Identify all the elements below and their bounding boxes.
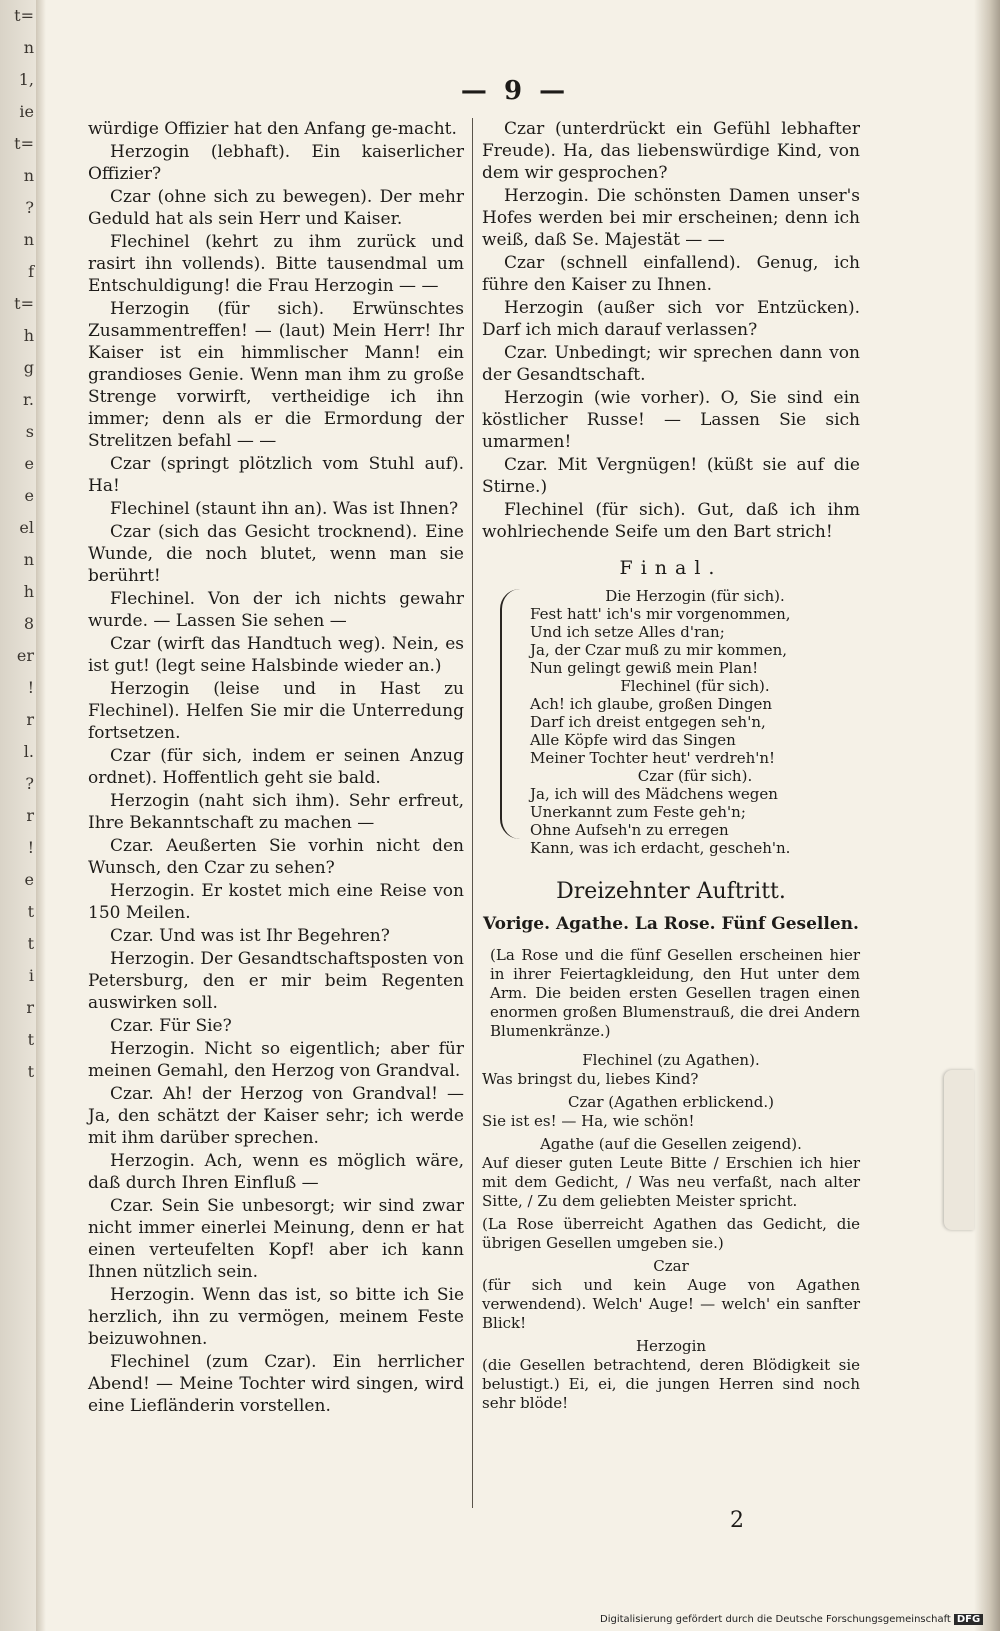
dialogue-paragraph: würdige Offizier hat den Anfang ge-macht. [88,119,457,139]
dfg-logo: DFG [954,1614,983,1625]
margin-fragment: t [27,1030,34,1049]
margin-fragment: r [26,710,34,729]
margin-fragment: r [26,806,34,825]
margin-fragment: s [25,422,34,441]
margin-fragment: e [24,486,34,505]
verse-speaker: Flechinel (für sich). [620,677,770,695]
margin-fragment: e [24,870,34,889]
column-divider [472,118,473,1508]
dialogue-paragraph: Flechinel (staunt ihn an). Was ist Ihnen? [110,499,459,519]
final-verses [482,587,860,857]
page-edge [974,0,1000,1631]
margin-fragment: n [23,230,34,249]
brace [500,589,522,839]
margin-fragment: ie [19,102,34,121]
margin-fragment: e [24,454,34,473]
book-spine [36,0,46,1631]
margin-fragment: 1, [18,70,34,89]
dialogue-paragraph: Flechinel (für sich). Gut, daß ich ihm wohlriechende Seife um den Bart strich! [482,500,860,542]
margin-fragment: n [23,166,34,185]
margin-fragment: t [27,902,34,921]
dialogue-paragraph: Czar. Unbedingt; wir sprechen dann von der Gesandtschaft. [482,343,860,385]
verse-speaker: Die Herzogin (für sich). [605,587,785,605]
page-number: — 9 — [460,76,570,106]
verse-speaker: Czar (für sich). [637,767,753,785]
dialogue-paragraph: Herzogin (lebhaft). Ein kaiserlicher Offizier? [88,142,464,184]
verse-line: Meiner Tochter heut' verdreh'n! [530,749,776,767]
dialogue-paragraph: Czar (wirft das Handtuch weg). Nein, es ist gut! (legt seine Halsbinde wieder an.) [88,634,464,676]
dialogue-paragraph: Herzogin. Wenn das ist, so bitte ich Sie herzlich, ihn zu vermögen, meinem Feste beizuwohnen. [88,1285,464,1349]
dialogue-paragraph: Czar. Sein Sie unbesorgt; wir sind zwar nicht immer einerlei Meinung, denn er hat einen verteufelten Kopf! aber ich kann Ihnen nützlich sein. [88,1196,464,1282]
dialogue-paragraph: Herzogin (für sich). Erwünschtes Zusammentreffen! — (laut) Mein Herr! Ihr Kaiser ist ein himmlischer Mann! ein grandioses Genie. Wenn man ihm zu große Strenge vorwirft, vertheidige ich ihn immer; denn als er die Ermordung der Strelitzen befahl — — [88,299,464,451]
margin-fragment: ! [27,838,34,857]
verse-block [530,587,860,677]
verse-line: Ohne Aufseh'n zu erregen [530,821,729,839]
scene-title: Dreizehnter Auftritt. [556,879,786,904]
scene-speaker: Czar (Agathen erblickend.) [568,1093,774,1111]
dialogue-paragraph: Czar (sich das Gesicht trocknend). Eine Wunde, die noch blutet, wenn man sie berührt! [88,522,464,586]
verse-line: Unerkannt zum Feste geh'n; [530,803,746,821]
margin-fragment: t [27,1062,34,1081]
verse-line: Ach! ich glaube, großen Dingen [530,695,773,713]
margin-fragment: n [23,38,34,57]
dialogue-paragraph: Herzogin (wie vorher). O, Sie sind ein köstlicher Russe! — Lassen Sie sich umarmen! [482,388,860,452]
dialogue-paragraph: Czar (unterdrückt ein Gefühl lebhafter Freude). Ha, das liebenswürdige Kind, von dem wir gesprochen? [482,119,860,183]
margin-fragment: ! [27,678,34,697]
dialogue-paragraph: Herzogin. Ach, wenn es möglich wäre, daß durch Ihren Einfluß — [88,1151,464,1193]
dialogue-paragraph: Flechinel (zum Czar). Ein herrlicher Abend! — Meine Tochter wird singen, wird eine Liefländerin vorstellen. [88,1352,464,1416]
verse-block [530,677,860,767]
margin-fragment: t= [14,294,34,313]
margin-fragment: n [23,550,34,569]
margin-fragment: i [28,966,34,985]
verse-line: Ja, ich will des Mädchens wegen [530,785,778,803]
scene-speaker: Agathe (auf die Gesellen zeigend). [540,1135,802,1153]
scene-speaker: Herzogin [635,1337,707,1355]
dialogue-paragraph: Czar (springt plötzlich vom Stuhl auf). Ha! [88,454,464,496]
margin-fragment: h [23,582,34,601]
scene-line: (für sich und kein Auge von Agathen verwendend). Welch' Auge! — welch' ein sanfter Blick! [482,1276,860,1332]
dialogue-paragraph: Czar (ohne sich zu bewegen). Der mehr Geduld hat als sein Herr und Kaiser. [88,187,464,229]
verse-line: Darf ich dreist entgegen seh'n, [530,713,766,731]
page-tab [944,1070,974,1230]
margin-fragment: 8 [23,614,34,633]
margin-fragment: t= [14,6,34,25]
dialogue-paragraph: Czar. Und was ist Ihr Begehren? [110,926,390,946]
scene-line: (die Gesellen betrachtend, deren Blödigkeit sie belustigt.) Ei, ei, die jungen Herren sind noch sehr blöde! [482,1356,860,1412]
dialogue-paragraph: Flechinel. Von der ich nichts gewahr wurde. — Lassen Sie sehen — [88,589,464,631]
verse-line: Fest hatt' ich's mir vorgenommen, [530,605,791,623]
scene-line: Auf dieser guten Leute Bitte / Erschien ich hier mit dem Gedicht, / Was neu verfaßt, nach alter Sitte, / Zu dem geliebten Meister spricht. [482,1154,860,1210]
dialogue-paragraph: Czar (schnell einfallend). Genug, ich führe den Kaiser zu Ihnen. [482,253,860,295]
margin-fragment: el [19,518,34,537]
dialogue-paragraph: Czar. Ah! der Herzog von Grandval! — Ja, den schätzt der Kaiser sehr; ich werde mit ihm darüber sprechen. [88,1084,464,1148]
dialogue-paragraph: Herzogin. Der Gesandtschaftsposten von Petersburg, den er mir beim Regenten auswirken soll. [88,949,464,1013]
margin-fragment: r. [23,390,34,409]
dialogue-paragraph: Herzogin (leise und in Hast zu Flechinel). Helfen Sie mir die Unterredung fortsetzen. [88,679,464,743]
margin-fragment: t= [14,134,34,153]
right-column [482,118,860,1417]
scene-line: Was bringst du, liebes Kind? [482,1070,699,1088]
margin-fragment: f [28,262,34,281]
dialogue-paragraph: Herzogin (naht sich ihm). Sehr erfreut, Ihre Bekanntschaft zu machen — [88,791,464,833]
margin-fragment: h [23,326,34,345]
margin-fragment: ? [25,774,34,793]
margin-fragment: ? [25,198,34,217]
dialogue-paragraph: Czar (für sich, indem er seinen Anzug ordnet). Hoffentlich geht sie bald. [88,746,464,788]
verse-line: Kann, was ich erdacht, gescheh'n. [530,839,791,857]
verse-line: Und ich setze Alles d'ran; [530,623,725,641]
verse-line: Nun gelingt gewiß mein Plan! [530,659,759,677]
scene-speaker: Flechinel (zu Agathen). [582,1051,760,1069]
scene-persons: Vorige. Agathe. La Rose. Fünf Gesellen. [483,914,859,934]
margin-fragment: r [26,998,34,1017]
left-column [88,118,464,1418]
scene-line: (La Rose überreicht Agathen das Gedicht, die übrigen Gesellen umgeben sie.) [482,1215,860,1252]
final-title: Final. [619,557,723,579]
verse-block [530,767,860,857]
margin-fragment: g [23,358,34,377]
dialogue-paragraph: Herzogin. Nicht so eigentlich; aber für meinen Gemahl, den Herzog von Grandval. [88,1039,464,1081]
scene-line: Sie ist es! — Ha, wie schön! [482,1112,695,1130]
dialogue-paragraph: Czar. Mit Vergnügen! (küßt sie auf die Stirne.) [482,455,860,497]
scene-speaker: Czar [653,1257,689,1275]
verse-line: Alle Köpfe wird das Singen [530,731,736,749]
margin-fragment: er [16,646,34,665]
dialogue-paragraph: Herzogin (außer sich vor Entzücken). Darf ich mich darauf verlassen? [482,298,860,340]
dialogue-paragraph: Czar. Für Sie? [110,1016,232,1036]
previous-page-edge [0,0,38,1631]
signature-mark: 2 [730,1508,744,1533]
dialogue-paragraph: Herzogin. Die schönsten Damen unser's Hofes werden bei mir erscheinen; denn ich weiß, daß Se. Majestät — — [482,186,860,250]
dialogue-paragraph: Czar. Aeußerten Sie vorhin nicht den Wunsch, den Czar zu sehen? [88,836,464,878]
margin-fragment: t [27,934,34,953]
verse-line: Ja, der Czar muß zu mir kommen, [530,641,788,659]
dialogue-paragraph: Flechinel (kehrt zu ihm zurück und rasirt ihn vollends). Bitte tausendmal um Entschuldigung! die Frau Herzogin — — [88,232,464,296]
footer-text: Digitalisierung gefördert durch die Deutsche Forschungsgemeinschaft [600,1614,951,1625]
stage-direction: (La Rose und die fünf Gesellen erscheinen hier in ihrer Feiertagkleidung, den Hut unter dem Arm. Die beiden ersten Gesellen tragen einen enormen großen Blumenstrauß, die drei Andern Blumenkränze.) [490,946,860,1040]
dialogue-paragraph: Herzogin. Er kostet mich eine Reise von 150 Meilen. [88,881,464,923]
footer [600,1614,983,1625]
margin-fragment: l. [23,742,34,761]
